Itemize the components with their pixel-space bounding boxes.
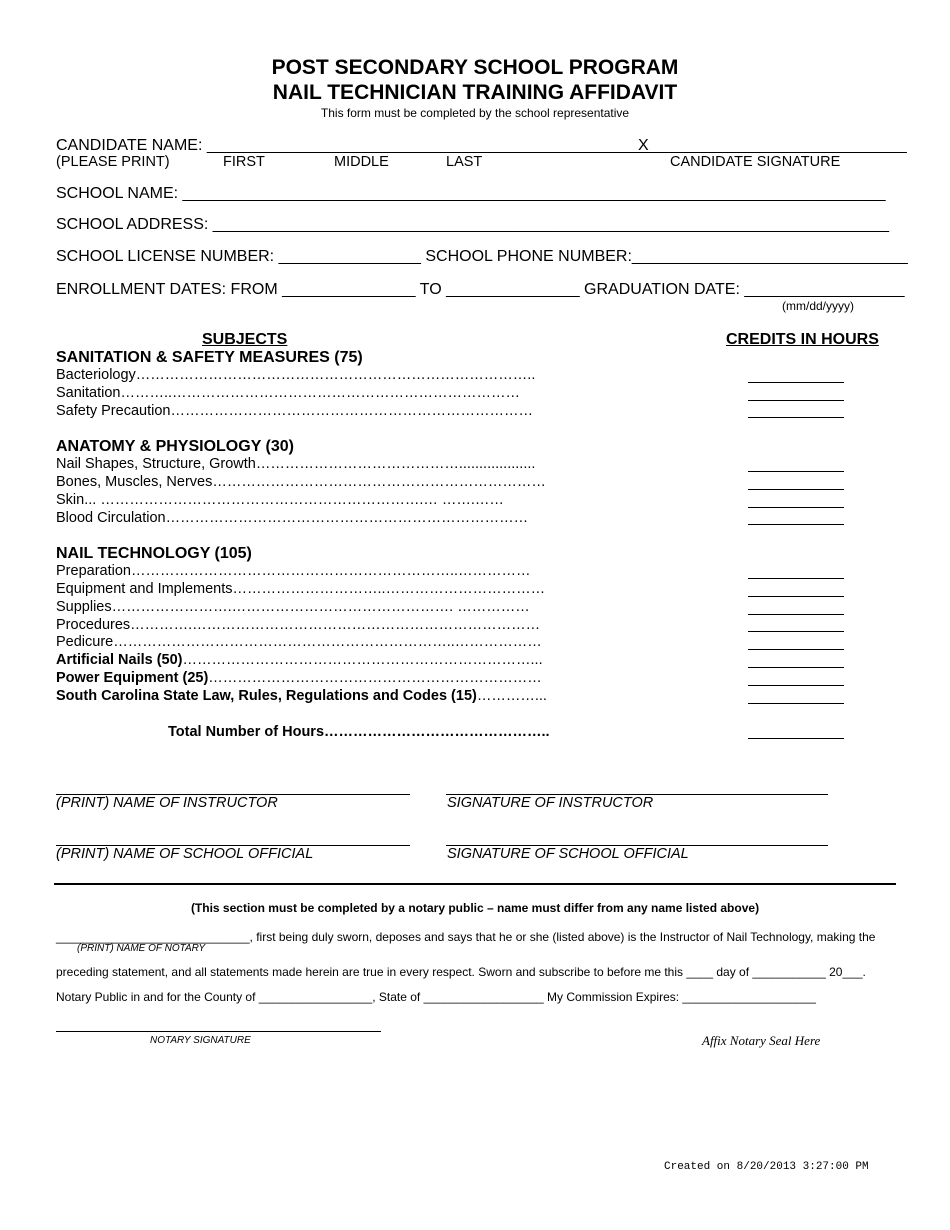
notary-county-field[interactable]: Notary Public in and for the County of _________________, State of __________________ My Commission Expires: ____________________ xyxy=(56,990,816,1004)
instructor-name-label: (PRINT) NAME OF INSTRUCTOR xyxy=(56,795,278,811)
credits-header: CREDITS IN HOURS xyxy=(726,331,879,348)
instructor-signature-label: SIGNATURE OF INSTRUCTOR xyxy=(447,795,654,811)
school-name-field[interactable]: SCHOOL NAME: _______________________________________________________________________________ xyxy=(56,185,886,202)
section-title-anatomy: ANATOMY & PHYSIOLOGY (30) xyxy=(56,438,294,456)
school-license-phone-field[interactable]: SCHOOL LICENSE NUMBER: ________________ SCHOOL PHONE NUMBER:_______________________________ xyxy=(56,248,908,265)
form-title-line1: POST SECONDARY SCHOOL PROGRAM xyxy=(271,56,679,79)
credit-field-equipment[interactable] xyxy=(748,581,844,599)
notary-statement-field[interactable]: preceding statement, and all statements made herein are true in every respect. Sworn and subscribe to before me this ____ day of ___________ 20___. xyxy=(56,965,866,979)
form-title-line2: NAIL TECHNICIAN TRAINING AFFIDAVIT xyxy=(272,81,678,104)
subject-bones-muscles: Bones, Muscles, Nerves…………………………………………………………… xyxy=(56,473,546,490)
first-label: FIRST xyxy=(223,154,265,170)
total-hours-label: Total Number of Hours……………………………………….. xyxy=(168,723,550,740)
subject-blood-circulation: Blood Circulation………………………………………………………………… xyxy=(56,509,529,526)
please-print-label: (PLEASE PRINT) xyxy=(56,154,170,170)
notary-name-field[interactable]: _____________________________, first being duly sworn, deposes and says that he or she (listed above) is the Instructor of Nail Technology, making the xyxy=(56,930,876,944)
candidate-name-label: CANDIDATE NAME: __________________________________________________ xyxy=(56,137,652,154)
notary-seal-label: Affix Notary Seal Here xyxy=(702,1033,821,1048)
notary-print-name-label: (PRINT) NAME OF NOTARY xyxy=(77,943,206,954)
official-name-label: (PRINT) NAME OF SCHOOL OFFICIAL xyxy=(56,846,314,862)
candidate-signature-field[interactable]: X_____________________________ xyxy=(638,137,907,154)
subject-sanitation: Sanitation………..……………………………………………………………… xyxy=(56,384,521,401)
credit-field-preparation[interactable] xyxy=(748,563,844,581)
credit-field-power-equipment[interactable] xyxy=(748,670,844,688)
credit-field-bones-muscles[interactable] xyxy=(748,474,844,492)
subjects-header: SUBJECTS xyxy=(202,331,288,348)
section-divider xyxy=(54,883,896,885)
notary-signature-label: NOTARY SIGNATURE xyxy=(150,1035,251,1046)
notary-heading: (This section must be completed by a notary public – name must differ from any name listed above) xyxy=(190,901,760,915)
credit-field-sc-law[interactable] xyxy=(748,688,844,706)
date-format-hint: (mm/dd/yyyy) xyxy=(782,299,854,313)
subject-equipment: Equipment and Implements…………………………..…………………………… xyxy=(56,580,546,597)
section-title-sanitation: SANITATION & SAFETY MEASURES (75) xyxy=(56,349,363,366)
credit-field-procedures[interactable] xyxy=(748,617,844,635)
subject-artificial-nails: Artificial Nails (50)………………………………………………………………... xyxy=(56,652,543,669)
subject-procedures: Procedures………….……………………………………………………………… xyxy=(56,616,541,633)
subject-sc-law: South Carolina State Law, Rules, Regulations and Codes (15)…………... xyxy=(56,687,547,704)
credit-field-blood-circulation[interactable] xyxy=(748,510,844,528)
subject-power-equipment: Power Equipment (25)…………………………………………………………… xyxy=(56,669,542,686)
last-label: LAST xyxy=(446,154,483,170)
notary-signature-line[interactable] xyxy=(56,1031,381,1032)
credit-field-bacteriology[interactable] xyxy=(748,367,844,385)
credit-field-sanitation[interactable] xyxy=(748,385,844,403)
subject-skin: Skin... ………………………………………………………….… …….…… xyxy=(56,491,504,508)
credit-field-nail-shapes[interactable] xyxy=(748,456,844,474)
credit-list xyxy=(748,367,844,741)
credit-field-pedicure[interactable] xyxy=(748,634,844,652)
candidate-signature-label: CANDIDATE SIGNATURE xyxy=(670,154,841,170)
official-signature-label: SIGNATURE OF SCHOOL OFFICIAL xyxy=(447,846,689,862)
subject-preparation: Preparation…………………………………………………………..…………… xyxy=(56,563,531,580)
form-subtitle: This form must be completed by the school representative xyxy=(320,106,630,120)
subject-bacteriology: Bacteriology……………………………………………………………………….. xyxy=(56,367,536,383)
subject-list xyxy=(56,367,616,741)
section-title-nail-technology: NAIL TECHNOLOGY (105) xyxy=(56,545,252,563)
subject-nail-shapes: Nail Shapes, Structure, Growth……………………………………................... xyxy=(56,456,536,473)
subject-supplies: Supplies…………………….………………………………………. …………… xyxy=(56,598,530,615)
subject-safety-precaution: Safety Precaution………………………………………………………………… xyxy=(56,402,533,419)
subject-pedicure: Pedicure……………………………………………………………..……………… xyxy=(56,634,542,651)
middle-label: MIDDLE xyxy=(334,154,389,170)
credit-field-safety-precaution[interactable] xyxy=(748,403,844,421)
credit-field-total[interactable] xyxy=(748,724,844,742)
candidate-name-field[interactable]: __________________________________________________ xyxy=(206,137,652,154)
created-timestamp: Created on 8/20/2013 3:27:00 PM xyxy=(664,1161,869,1173)
enrollment-dates-field[interactable]: ENROLLMENT DATES: FROM _______________ TO _______________ GRADUATION DATE: __________________ xyxy=(56,281,905,298)
credit-field-artificial-nails[interactable] xyxy=(748,652,844,670)
credit-field-skin[interactable] xyxy=(748,492,844,510)
school-address-field[interactable]: SCHOOL ADDRESS: ____________________________________________________________________________ xyxy=(56,216,890,233)
credit-field-supplies[interactable] xyxy=(748,599,844,617)
